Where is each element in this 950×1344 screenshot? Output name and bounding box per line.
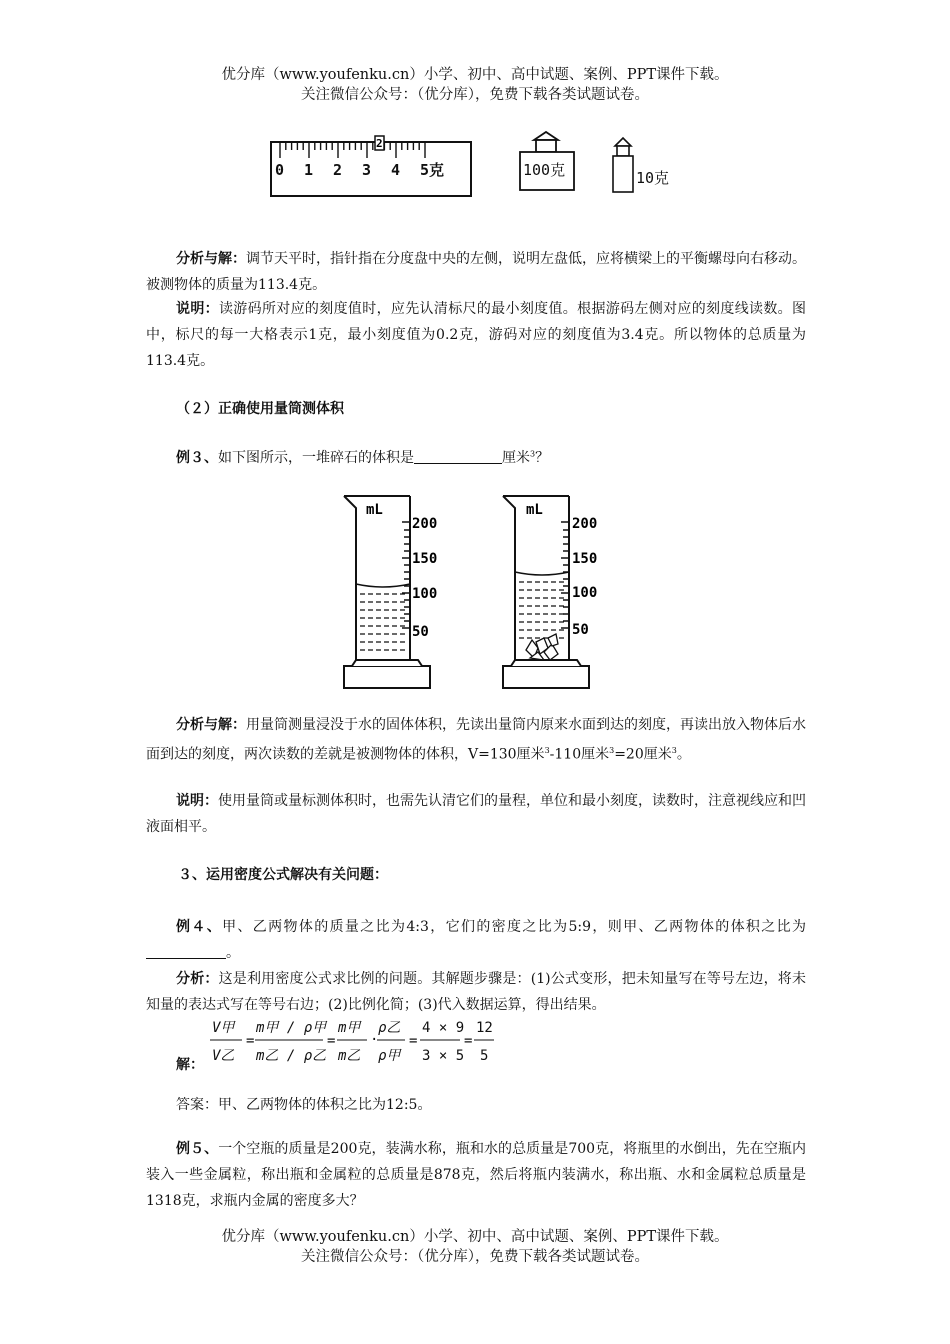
formula-m-rho-num: m甲 / ρ甲: [256, 1020, 327, 1036]
cylinder-1-label-50: 50: [412, 624, 429, 640]
cylinder-2-label-200: 200: [572, 516, 598, 532]
ruler-tick-3: 3: [362, 161, 372, 179]
cylinders-figure: [340, 492, 620, 692]
header-line-1: 优分库（www.youfenku.cn）小学、初中、高中试题、案例、PPT课件下载。: [221, 67, 729, 83]
ex2-note-label: 说明：: [176, 301, 219, 317]
formula-m-rho-den: m乙 / ρ乙: [256, 1048, 327, 1064]
ruler-tick-5: 5克: [420, 161, 445, 179]
ex2-note-text: 读游码所对应的刻度值时，应先认清标尺的最小刻度值。根据游码左侧对应的刻度线读数。图中，标尺的每一大格表示1克，最小刻度值为0.2克，游码对应的刻度值为3.4克。所以物体的总质量为113.4克。: [146, 301, 807, 369]
cylinder-1-label-150: 150: [412, 551, 438, 567]
ex4-answer-blank[interactable]: [146, 944, 226, 959]
cylinder-2-label-100: 100: [572, 585, 598, 601]
weight-10g-label: 10克: [636, 169, 670, 187]
ex3-analysis-text-b: -110厘米: [549, 746, 610, 763]
ex4-answer: 答案：甲、乙两物体的体积之比为12:5。: [176, 1097, 432, 1113]
header-line-2: 关注微信公众号：（优分库），免费下载各类试题试卷。: [301, 87, 649, 103]
weight-100g-label: 100克: [523, 161, 566, 179]
ex3-sup: 3: [530, 449, 536, 459]
formula-m-den: m乙: [338, 1048, 361, 1064]
cylinder-1-label-100: 100: [412, 586, 438, 602]
ex3-analysis: [146, 712, 806, 768]
ex4-analysis-label: 分析：: [176, 971, 219, 987]
ex4-solution-label: 解：: [176, 1057, 204, 1073]
ex3-analysis-sup1: 3: [544, 746, 550, 755]
ex3-analysis-text-a: 用量筒测量浸没于水的固体体积，先读出量筒内原来水面到达的刻度，再读出放入物体后水面到达的刻度，两次读数的差就是被测物体的体积，V=130厘米: [146, 717, 806, 763]
ex3-note-label: 说明：: [176, 793, 218, 809]
ex4-analysis: [146, 966, 806, 1018]
ruler: [271, 136, 471, 196]
ex3-text-after: 厘米: [502, 450, 530, 466]
footer-line-2: 关注微信公众号：（优分库），免费下载各类试题试卷。: [301, 1249, 649, 1265]
cylinder-1-unit: mL: [366, 502, 383, 518]
formula-rho-num: ρ乙: [378, 1020, 401, 1036]
footer-line-1: 优分库（www.youfenku.cn）小学、初中、高中试题、案例、PPT课件下载。: [221, 1229, 729, 1245]
ruler-tick-2: 2: [333, 161, 343, 179]
balance-figure: [268, 128, 688, 202]
formula-m-num: m甲: [338, 1020, 361, 1036]
formula-rho-den: ρ甲: [378, 1048, 401, 1064]
ex5-text: 一个空瓶的质量是200克，装满水称，瓶和水的总质量是700克，将瓶里的水倒出，先在空瓶内装入一些金属粒，称出瓶和金属粒的总质量是878克，然后将瓶内装满水，称出瓶、水和金属粒总质量是1318克，求瓶内金属的密度多大？: [146, 1141, 806, 1209]
ex2-analysis-text: 调节天平时，指针指在分度盘中央的左侧，说明左盘低，应将横梁上的平衡螺母向右移动。被测物体的质量为113.4克。: [146, 251, 806, 293]
ex5-label: 例５、: [176, 1141, 219, 1157]
ex4-question: [146, 914, 806, 966]
ex2-analysis: [146, 246, 806, 298]
cylinder-after: [503, 496, 597, 688]
ex3-end: ？: [535, 450, 550, 466]
ex3-text-before: 如下图所示，一堆碎石的体积是: [218, 450, 414, 466]
svg-text:=: =: [327, 1033, 336, 1049]
slider-mark: 2: [376, 137, 383, 150]
ex3-question: [176, 447, 549, 467]
formula-calc-den: 3 × 5: [422, 1048, 465, 1064]
ex3-analysis-sup3: 3: [671, 746, 677, 755]
cylinder-2-label-150: 150: [572, 551, 598, 567]
ex3-analysis-text-d: 。: [676, 746, 691, 763]
ex4-analysis-text: 这是利用密度公式求比例的问题。其解题步骤是：(1)公式变形，把未知量写在等号左边，将未知量的表达式写在等号右边；(2)比例化简；(3)代入数据运算，得出结果。: [146, 971, 806, 1013]
ruler-tick-4: 4: [391, 161, 401, 179]
section-2-title: （２）正确使用量筒测体积: [176, 401, 344, 417]
ex3-analysis-sup2: 3: [609, 746, 615, 755]
ex2-note: [146, 296, 806, 374]
ex3-answer-blank[interactable]: [414, 449, 502, 464]
formula-calc-num: 4 × 9: [422, 1020, 465, 1036]
cylinder-2-label-50: 50: [572, 622, 589, 638]
svg-text:=: =: [246, 1033, 255, 1049]
ruler-tick-1: 1: [304, 161, 314, 179]
ex3-note-text: 使用量筒或量标测体积时，也需先认清它们的量程，单位和最小刻度，读数时，注意视线应和凹液面相平。: [146, 793, 806, 835]
weight-100g: [520, 132, 574, 190]
section-3-title: ３、运用密度公式解决有关问题：: [178, 867, 388, 883]
ex3-analysis-label: 分析与解：: [176, 717, 246, 733]
ex5-question: [146, 1136, 806, 1214]
cylinder-1-label-200: 200: [412, 516, 438, 532]
ex2-analysis-label: 分析与解：: [176, 251, 246, 267]
ex4-end: 。: [226, 945, 240, 961]
weight-10g: [613, 138, 669, 192]
ex4-formula: [208, 1014, 508, 1070]
svg-text:=: =: [464, 1033, 473, 1049]
ex4-text: 甲、乙两物体的质量之比为4:3，它们的密度之比为5:9，则甲、乙两物体的体积之比为: [222, 919, 807, 935]
ex3-analysis-text-c: =20厘米: [614, 746, 672, 763]
svg-text:·: ·: [370, 1032, 379, 1048]
formula-result-den: 5: [480, 1048, 489, 1064]
cylinder-2-unit: mL: [526, 502, 543, 518]
formula-result-num: 12: [476, 1020, 493, 1036]
formula-v-num: V甲: [212, 1020, 235, 1036]
ex3-label: 例３、: [176, 450, 218, 466]
formula-v-den: V乙: [212, 1048, 235, 1064]
svg-text:=: =: [409, 1033, 418, 1049]
ex3-note: [146, 788, 806, 840]
cylinder-before: [344, 496, 437, 688]
ruler-tick-0: 0: [275, 161, 285, 179]
ex4-label: 例４、: [176, 919, 223, 935]
